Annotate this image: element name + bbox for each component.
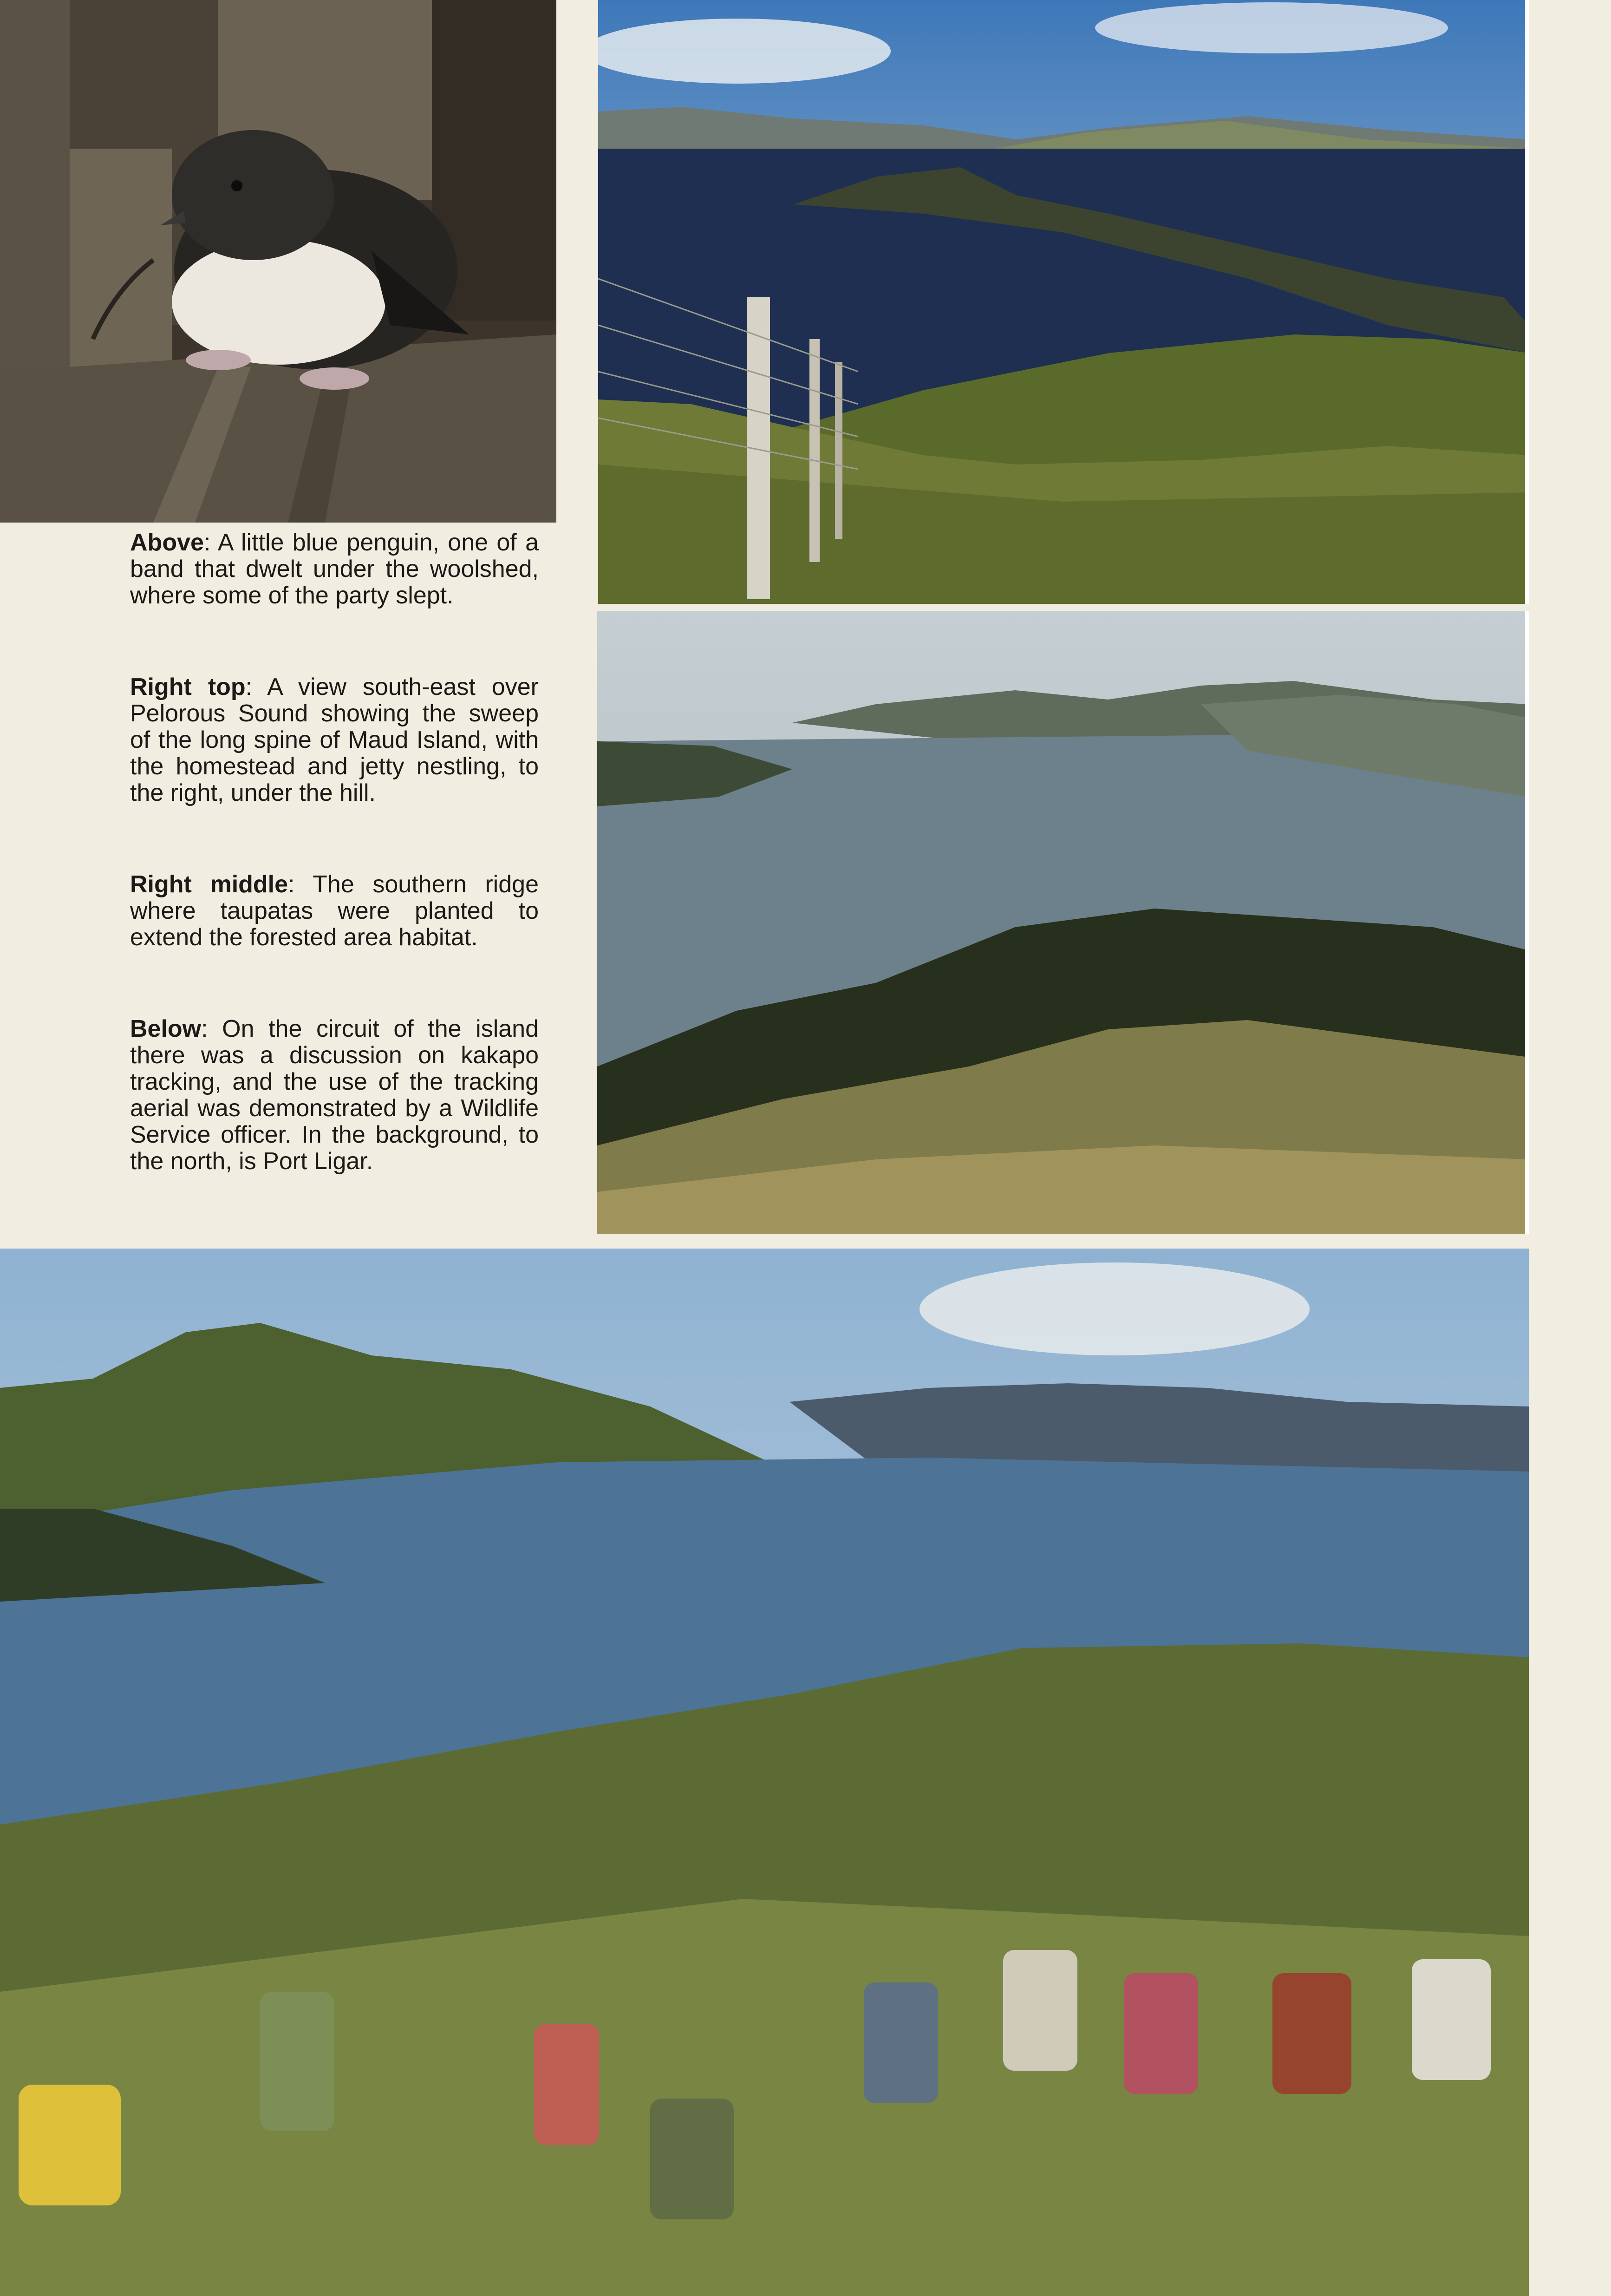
- caption-right-top: [130, 674, 539, 806]
- caption-column: [130, 530, 539, 1240]
- caption-right-middle-lead: Right middle: [130, 871, 288, 898]
- caption-right-top-text: : A view south-east over Pelorous Sound showing the sweep of the long spine of Maud Island, with the homestead and jetty nestling, to the right, under the hill.: [130, 674, 539, 806]
- caption-above: [130, 530, 539, 609]
- caption-below: [130, 1016, 539, 1175]
- photo-edge: [1525, 0, 1529, 604]
- caption-above-lead: Above: [130, 529, 204, 556]
- caption-below-text: : On the circuit of the island there was a discussion on kakapo tracking, and the use of the tracking aerial was demonstrated by a Wildlife Service officer. In the background, to the north, is Port Ligar.: [130, 1015, 539, 1175]
- photo-edge: [1525, 611, 1529, 1234]
- pelorous-sound-photo: [598, 0, 1529, 604]
- penguin-photo: [0, 0, 556, 523]
- southern-ridge-photo: [597, 611, 1529, 1234]
- caption-below-lead: Below: [130, 1015, 202, 1042]
- caption-right-top-lead: Right top: [130, 674, 246, 700]
- caption-right-middle: [130, 871, 539, 951]
- caption-right-middle-text: : The southern ridge where taupatas were planted to extend the forested area habitat.: [130, 871, 539, 951]
- port-ligar-group-photo: [0, 1249, 1529, 2296]
- caption-above-text: : A little blue penguin, one of a band that dwelt under the woolshed, where some of the party slept.: [130, 529, 539, 609]
